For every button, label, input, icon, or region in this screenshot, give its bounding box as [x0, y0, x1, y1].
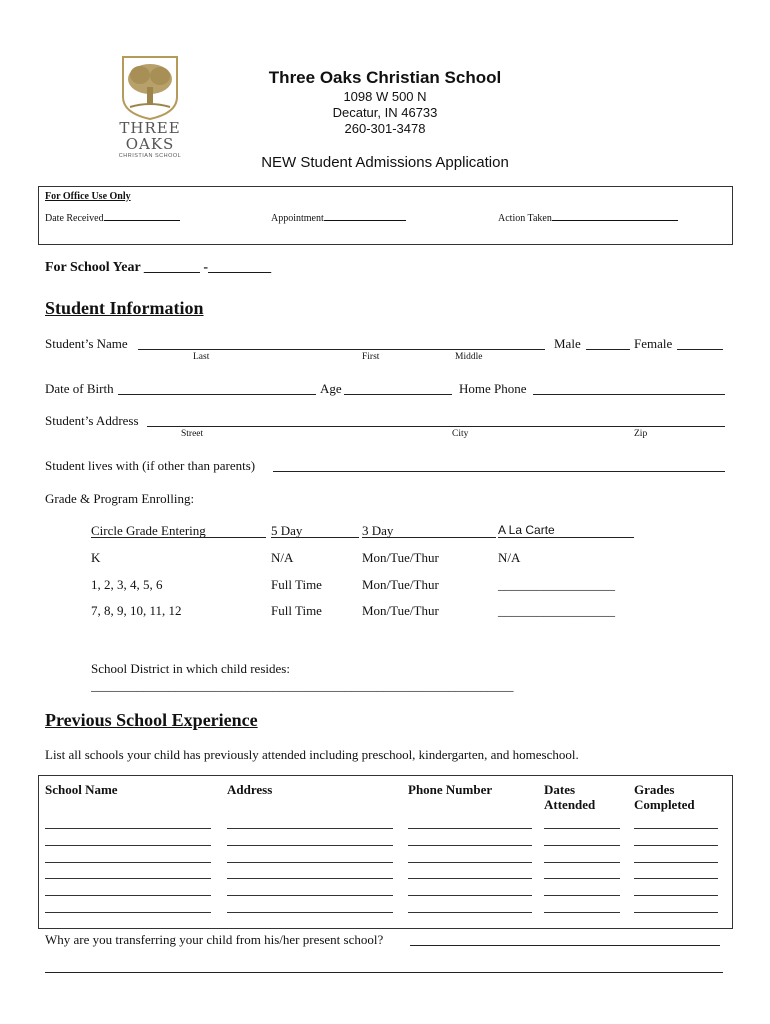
prev-row-6-address[interactable]: [227, 912, 393, 913]
prev-row-5-phone[interactable]: [408, 895, 532, 896]
prev-row-2-address[interactable]: [227, 845, 393, 846]
transfer-reason-field[interactable]: [410, 945, 720, 946]
student-name-field[interactable]: [138, 349, 545, 350]
school-district-field[interactable]: _________________________________________________________________: [91, 678, 514, 693]
female-label: Female: [634, 336, 673, 351]
student-address-field[interactable]: [147, 426, 725, 427]
logo-text-oaks: OAKS: [125, 135, 175, 153]
action-taken-label: [498, 213, 678, 224]
grade-header-3day: 3 Day: [362, 523, 394, 538]
lives-with-label: Student lives with (if other than parents): [45, 458, 256, 473]
grade-row-7-12-3day[interactable]: Mon/Tue/Thur: [362, 603, 439, 618]
student-address-label: Student’s Address: [45, 413, 139, 428]
appointment-field[interactable]: [324, 219, 406, 221]
grade-header-circle: Circle Grade Entering: [91, 523, 206, 538]
middle-label: Middle: [455, 352, 483, 362]
prev-row-2-dates[interactable]: [544, 845, 620, 846]
first-label: First: [362, 352, 380, 362]
lives-with-field[interactable]: [273, 471, 725, 472]
transfer-reason-label: Why are you transferring your child from his/her present school?: [45, 932, 384, 947]
prev-row-2-school[interactable]: [45, 845, 211, 846]
school-phone: 260-301-3478: [344, 121, 426, 136]
prev-row-4-school[interactable]: [45, 878, 211, 879]
student-name-label: Student’s Name: [45, 336, 128, 351]
prev-row-6-school[interactable]: [45, 912, 211, 913]
form-title: NEW Student Admissions Application: [261, 154, 509, 171]
prev-row-3-dates[interactable]: [544, 862, 620, 863]
school-logo: [110, 55, 190, 165]
grade-header-3day-underline: [362, 537, 496, 538]
age-field[interactable]: [344, 394, 452, 395]
col-dates-attended: Dates Attended: [544, 782, 596, 812]
prev-row-6-grades[interactable]: [634, 912, 718, 913]
prev-row-5-grades[interactable]: [634, 895, 718, 896]
appointment-text: Appointment: [271, 213, 324, 224]
prev-row-3-address[interactable]: [227, 862, 393, 863]
male-label: Male: [554, 336, 581, 351]
col-school-name: School Name: [45, 782, 118, 797]
transfer-reason-field-line2[interactable]: [45, 972, 723, 973]
dob-field[interactable]: [118, 394, 316, 395]
home-phone-label: Home Phone: [459, 381, 527, 396]
oak-tree-shield-icon: [120, 55, 180, 121]
dob-label: Date of Birth: [45, 381, 114, 396]
grade-row-1-6-3day[interactable]: Mon/Tue/Thur: [362, 577, 439, 592]
grade-row-7-12[interactable]: 7, 8, 9, 10, 11, 12: [91, 603, 182, 618]
prev-row-3-grades[interactable]: [634, 862, 718, 863]
prev-row-1-dates[interactable]: [544, 828, 620, 829]
grade-row-1-6-alacarte[interactable]: __________________: [498, 577, 615, 592]
prev-row-6-dates[interactable]: [544, 912, 620, 913]
prev-row-2-grades[interactable]: [634, 845, 718, 846]
school-address-line2: Decatur, IN 46733: [332, 105, 438, 120]
prev-row-1-school[interactable]: [45, 828, 211, 829]
school-year-field[interactable]: For School Year ________ -_________: [45, 260, 272, 275]
date-received-text: Date Received: [45, 213, 104, 224]
grade-row-1-6-5day[interactable]: Full Time: [271, 577, 322, 592]
action-taken-text: Action Taken: [498, 213, 552, 224]
col-address: Address: [227, 782, 273, 797]
female-field[interactable]: [677, 349, 723, 350]
grade-header-5day-underline: [271, 537, 359, 538]
home-phone-field[interactable]: [533, 394, 725, 395]
grade-row-7-12-alacarte[interactable]: __________________: [498, 603, 615, 618]
grade-header-alacarte: A La Carte: [498, 523, 555, 537]
zip-label: Zip: [634, 429, 648, 439]
grade-row-k-5day: N/A: [271, 550, 294, 565]
action-taken-field[interactable]: [552, 219, 678, 221]
prev-row-5-address[interactable]: [227, 895, 393, 896]
prev-row-4-address[interactable]: [227, 878, 393, 879]
city-label: City: [452, 429, 469, 439]
prev-row-5-school[interactable]: [45, 895, 211, 896]
prev-row-3-phone[interactable]: [408, 862, 532, 863]
date-received-label: [45, 213, 180, 224]
grade-header-alacarte-underline: [498, 537, 634, 538]
last-label: Last: [193, 352, 210, 362]
prev-row-1-grades[interactable]: [634, 828, 718, 829]
logo-text-christian-school: CHRISTIAN SCHOOL: [118, 153, 182, 159]
grade-row-k-alacarte: N/A: [498, 550, 521, 565]
prev-row-6-phone[interactable]: [408, 912, 532, 913]
prev-row-4-grades[interactable]: [634, 878, 718, 879]
school-district-label: School District in which child resides:: [91, 661, 290, 676]
previous-school-heading: Previous School Experience: [45, 710, 258, 730]
logo-text-three: THREE: [119, 119, 181, 137]
date-received-field[interactable]: [104, 219, 180, 221]
previous-school-instructions: List all schools your child has previously attended including preschool, kindergarten, and homeschool.: [45, 747, 579, 762]
street-label: Street: [181, 429, 204, 439]
prev-row-3-school[interactable]: [45, 862, 211, 863]
school-address-line1: 1098 W 500 N: [343, 89, 427, 104]
age-label: Age: [320, 381, 342, 396]
appointment-label: [271, 213, 406, 224]
office-use-title: For Office Use Only: [45, 191, 131, 202]
prev-row-4-dates[interactable]: [544, 878, 620, 879]
prev-row-1-phone[interactable]: [408, 828, 532, 829]
grade-row-k-3day[interactable]: Mon/Tue/Thur: [362, 550, 439, 565]
grade-row-7-12-5day[interactable]: Full Time: [271, 603, 322, 618]
grade-header-circle-underline: [91, 537, 266, 538]
prev-row-2-phone[interactable]: [408, 845, 532, 846]
prev-row-5-dates[interactable]: [544, 895, 620, 896]
prev-row-1-address[interactable]: [227, 828, 393, 829]
prev-row-4-phone[interactable]: [408, 878, 532, 879]
student-information-heading: Student Information: [45, 298, 204, 318]
male-field[interactable]: [586, 349, 630, 350]
grade-header-5day: 5 Day: [271, 523, 303, 538]
col-grades-completed: Grades Completed: [634, 782, 695, 812]
grade-program-label: Grade & Program Enrolling:: [45, 491, 195, 506]
col-phone-number: Phone Number: [408, 782, 493, 797]
grade-row-1-6[interactable]: 1, 2, 3, 4, 5, 6: [91, 577, 163, 592]
school-name: Three Oaks Christian School: [268, 68, 502, 87]
previous-school-table: [38, 775, 733, 929]
grade-row-k[interactable]: K: [91, 550, 101, 565]
